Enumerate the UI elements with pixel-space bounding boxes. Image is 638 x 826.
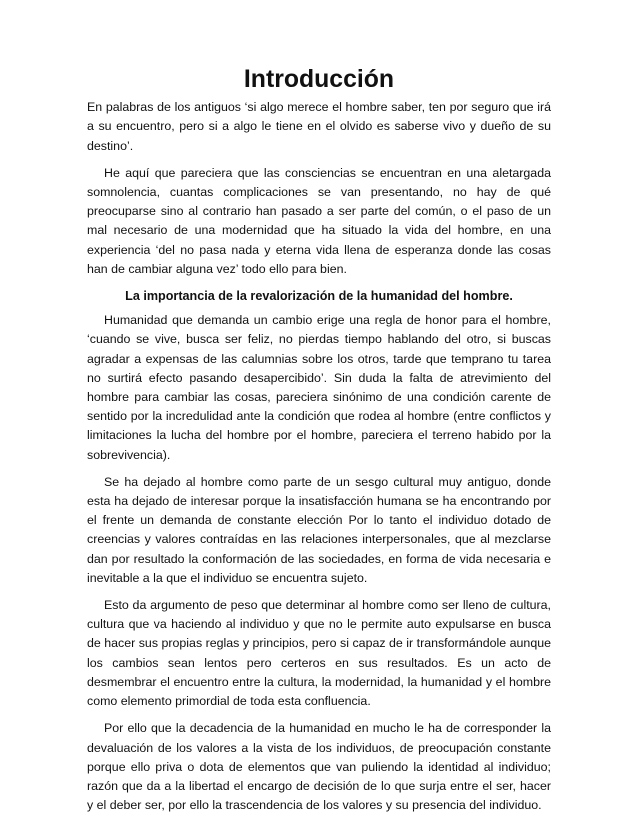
document-title: Introducción (243, 66, 395, 93)
section-paragraph-4: Por ello que la decadencia de la humanidad en mucho le ha de corresponder la devaluación de los valores a la vista de los individuos, de preocupación constante porque ello priva o dota de elementos que van puliendo la identidad al individuo; razón que da a la libertad el encargo de decisión de lo que surja entre el ser, hacer y el deber ser, por ello la trascendencia de los valores y su presencia del individuo. (87, 721, 551, 813)
section-paragraph-3: Esto da argumento de peso que determinar al hombre como ser lleno de cultura, cultura que va haciendo al individuo y que no le permite auto expulsarse en busca de hacer sus propias reglas y principios, pero si capaz de ir transformándole aunque los cambios sean lentos pero certeros en sus resultados. Es un acto de desmembrar el encuentro entre la cultura, la modernidad, la humanidad y el hombre como elemento primordial de toda esta confluencia. (87, 598, 551, 709)
section-paragraph-2: Se ha dejado al hombre como parte de un sesgo cultural muy antiguo, donde esta ha dejado de interesar porque la insatisfacción humana se ha encontrando por el frente un demanda de constante elección Por lo tanto el individuo dotado de creencias y valores contraídas en las relaciones interpersonales, que al mezclarse dan por resultado la conformación de las sociedades, en forma de vida necesaria e inevitable a la que el individuo se encuentra sujeto. (87, 474, 551, 585)
section-paragraph-1: Humanidad que demanda un cambio erige una regla de honor para el hombre, ‘cuando se vive, busca ser feliz, no pierdas tiempo hablando del otro, si buscas agradar a expensas de las calumnias sobre los otros, tarde que temprano tu tarea no surtirá efecto pasando desapercibido’. Sin duda la falta de atrevimiento del hombre para cambiar las cosas, pareciera sinónimo de una condición carente de sentido por la incredulidad ante la condición que rodea al hombre (entre conflictos y limitaciones la lucha del hombre por el hombre, pareciera el terreno habido por la sobrevivencia). (87, 313, 551, 462)
section-title: La importancia de la revalorización de la humanidad del hombre. (125, 289, 513, 304)
intro-paragraph-2: He aquí que pareciera que las consciencias se encuentran en una aletargada somnolencia, cuantas complicaciones se van presentando, no hay de qué preocuparse sino al contrario han pasado a ser parte del común, o el paso de un mal necesario de una modernidad que ha situado la vida del hombre, en una experiencia ‘del no pasa nada y eterna vida llena de esperanza donde las cosas han de cambiar alguna vez’ todo ello para bien. (87, 165, 551, 276)
intro-paragraph-1: En palabras de los antiguos ‘si algo merece el hombre saber, ten por seguro que irá a su encuentro, pero si a algo le tiene en el olvido es saberse vivo y dueño de su destino’. (87, 100, 551, 153)
document-body (87, 66, 551, 823)
